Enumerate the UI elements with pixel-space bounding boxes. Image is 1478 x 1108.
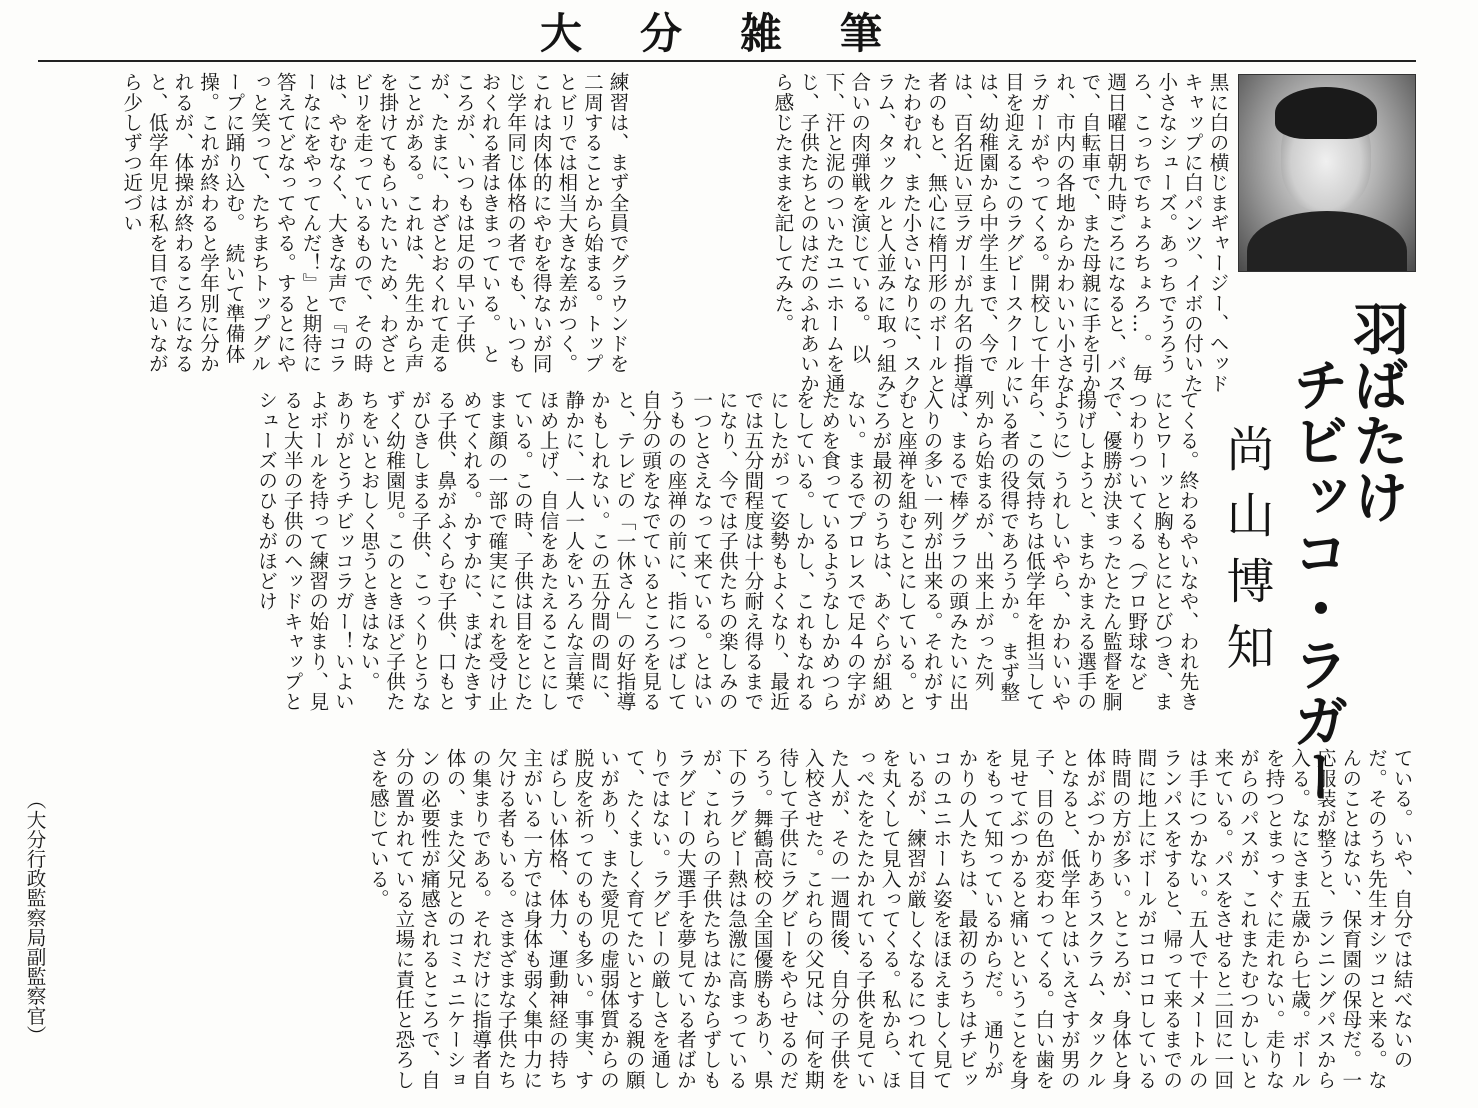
article-title-line2: チビッコ・ラガー <box>1284 356 1349 804</box>
page-header-title: 大分雑筆 <box>539 9 940 58</box>
author-photo <box>1238 74 1416 272</box>
body-text-r2: 練習は、まず全員でグラウンドを二周することから始まる。トップとビリでは相当大きな差がつく。これは肉体的にやむを得ないが同じ学年同じ体格の者でも、いつもおくれる者はきまっている。 ところが、いつもは足の早い子供が、たまに、わざとおくれて走ることがある。これは、先生から声を掛けてもらいたいため、わざとビリを走っているもので、その時は、やむなく、大きな声で『コラーなにをやってんだ！』と期待に答えてどなってやる。するとにやっと笑って、たちまちトップグループに踊り込む。 続いて準備体操。これが終わると学年別に分かれるが、体操が終わるころになると、低学年児は私を目で追いながら少しずつ近づい <box>119 72 629 374</box>
body-column-right-2 <box>40 72 630 382</box>
author-photo-hair <box>1275 87 1377 139</box>
author-photo-body <box>1247 211 1407 272</box>
header-rule <box>38 60 1416 62</box>
body-text-r1: 黒に白の横じまギャージー、ヘッドキャップに白パンツ、イボの付いた小さなシューズ。あっちでうろうろ、こっちでちょろちょろ…。 毎週日曜日朝九時ごろになると、バスで、自転車で、また母親に手を引かれ、市内の各地からかわいい小さなラガーがやってくる。開校して十年目を迎えるこのラグビースクールには、幼稚園から中学生まで、今では、百名近い豆ラガーが九名の指導者のもと、無心に楕円形のボールとたわむれ、また小さいなりに、スクラム、タックルと人並みに取っ組み合いの肉弾戦を演じている。 以下、汗と泥のついたユニホームを通じ、子供たちとのはだのふれあいから感じたままを記してみた。 <box>770 72 1229 394</box>
article-title-line1: 羽ばたけ <box>1344 300 1409 524</box>
body-text-l2: ている。いや、自分では結べないのだ。そのうち先生オシッコと来る。なんのことはない、保育園の保母だ。一応服装が整うと、ランニングパスから入る。なにさま五歳から七歳。ボールを持つとまっすぐに走れない。走りながらのパスが、これまたむつかしいと来ている。パスをさせると二回に一回は手につかない。五人で十メートルのランパスをすると、帰って来るまでの間に地上にボールがコロコロしている時間の方が多い。ところが、身体と身体がぶつかりあうスクラム、タックルとなると、低学年とはいえさすが男の子、目の色が変わってくる。白い歯を見せてぶつかると痛いということを身をもって知っているからだ。 通りがかりの人たちは、最初のうちはチビッコのユニホーム姿をほほえましく見ているが、練習が厳しくなるにつれて目を丸くして見入ってくる。私から、ほっぺたをたたかれている子供を見ていた人が、その一週間後、自分の子供を入校させた。これらの父兄は、何を期待して子供にラグビーをやらせるのだろう。舞鶴高校の全国優勝もあり、県下のラグビー熱は急激に高まっているが、これらの子供たちはかならずしもラグビーの大選手を夢見ている者ばかりではない。ラグビーの厳しさを通して、たくましく育てたいとする親の願いがあり、また愛児の虚弱体質からの脱皮を祈ってのものも多い。事実、すばらしい体格、体力、運動神経の持ち主がいる一方では身体も弱く集中力に欠ける者もいる。さまざまな子供たちの集まりである。それだけに指導者自体の、また父兄とのコミュニケーションの必要性が痛感されるところで、自分の置かれている立場に責任と恐ろしさを感じている。 <box>366 748 1413 1090</box>
body-text-l1: てくる。終わるやいなや、われ先きにとワーッと胸もとにとびつき、まつわりついてくる（プロ野球などで、優勝が決まったとたん監督を胴揚げしようと、まちかまえる選手のように）うれしいやら、かわいいやら、この気持ちは低学年を担当している者の役得であろうか。 まず整列から始まるが、出来上がった列は、まるで棒グラフの頭みたいに出入りの多い一列が出来る。それがすむと座禅を組むことにしている。ところが最初のうちは、あぐらが組めない。まるでプロレスで足４の字がためを食っているようなしかめつらをしている。しかし、これもなれるにしたがって姿勢もよくなり、最近では五分間程度は十分耐え得るまでになり、今では子供たちの楽しみの一つとさえなって来ている。とはいうものの座禅の前に、指につばして自分の頭をなでているところを見ると、テレビの「一休さん」の好指導かもしれない。この五分間の間に、静かに、一人一人をいろんな言葉でほめ上げ、自信をあたえることにしている。この時、子供は目をとじたまま顔の一部で確実にこれを受け止めてくれる。かすかに、まばたきする子供、鼻がふくらむ子供、口もとがひきしまる子供、こっくりとうなずく幼稚園児。このときほど子供たちをいとおしく思うときはない。 ありがとうチビッコラガー！いよいよボールを持って練習の始まり、見ると大半の子供のヘッドキャップとシューズのひもがほどけ <box>254 390 1199 712</box>
body-column-right-1 <box>636 72 1230 402</box>
body-column-left-2 <box>90 748 1414 1098</box>
author-affiliation: （大分行政監察局副監察官） <box>23 790 46 1045</box>
article-author: 尚山博知 <box>1218 424 1274 688</box>
body-column-left-1 <box>140 390 1200 720</box>
